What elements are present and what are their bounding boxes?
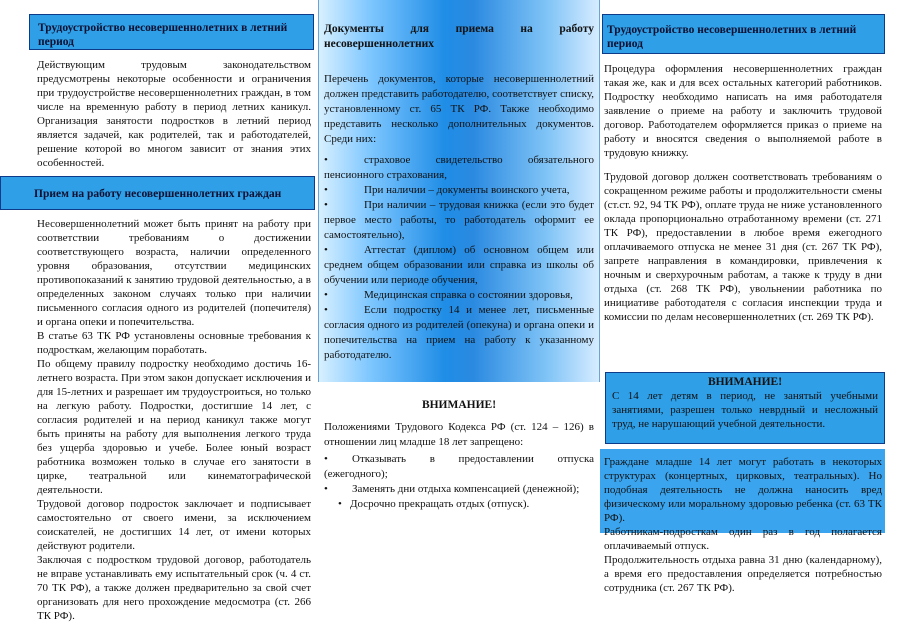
attention-intro: Положениями Трудового Кодекса РФ (ст. 124 – 126) в отношении лиц младше 18 лет запрещено: (324, 421, 594, 448)
section-header-text: Прием на работу несовершеннолетних граждан (34, 188, 282, 200)
documents-list (324, 153, 594, 363)
list-item: • При наличии – трудовая книжка (если это будет первое место работы, то работодатель оформит ее самостоятельно), (324, 199, 594, 241)
bullet-icon: • (324, 154, 328, 166)
attention-text: С 14 лет детям в период, не занятый учебными занятиями, разрешен только неврдный и несложный труд, не нарушающий учебной деятельности. (612, 390, 878, 430)
middle-column (318, 0, 600, 635)
list-item: • страховое свидетельство обязательного пенсионного страхования, (324, 154, 594, 181)
attention-title: ВНИМАНИЕ! (421, 399, 497, 411)
section-header-text: Трудоустройство несовершеннолетних в летний период (38, 22, 288, 48)
documents-header: Документы для приема на работу несовершеннолетних (324, 23, 594, 50)
bullet-icon: • (324, 483, 328, 495)
documents-intro: Перечень документов, которые несовершеннолетний должен представить работодателю, соответствует списку, установленному ст. 65 ТК РФ. Также необходимо представить несколько дополнительных документов. Среди них: (324, 73, 594, 145)
vacation-duration-paragraph: Продолжительность отдыха равна 31 дню (календарному), а время его предоставления определяется потребностью сотрудника (ст. 267 ТК РФ). (604, 554, 882, 594)
bullet-icon: • (338, 498, 342, 510)
prohibitions-list (324, 452, 594, 512)
attention-title: ВНИМАНИЕ! (707, 376, 783, 388)
probation-paragraph: Заключая с подростком трудовой договор, работодатель не вправе устанавливать ему испытательный срок (ч. 4 ст. 70 ТК РФ), а также должен предварительно за свой счет организовать для него прохождение медосмотра (ст. 266 ТК РФ). (37, 554, 311, 622)
list-item: • Заменять дни отдыха компенсацией (денежной); (324, 483, 580, 495)
contract-paragraph: Трудовой договор подросток заключает и подписывает самостоятельно от своего имени, за исключением соискателей, не достигших 14 лет, от имени которых действуют родители. (37, 498, 311, 552)
bullet-icon: • (324, 304, 328, 316)
list-item: • Досрочно прекращать отдых (отпуск). (338, 498, 530, 510)
section-header-summer-employment-2 (602, 14, 885, 54)
contract-requirements-paragraph: Трудовой договор должен соответствовать требованиям о сокращенном режиме работы и продолжительности смены (ст.ст. 92, 94 ТК РФ), оплате труда не ниже установленного оклада пропорционально отработанному времени (ст. 271 ТК РФ), предоставлении в любое время ежегодного оплачиваемого отпуска не менее 31 дня (ст. 267 ТК РФ), запрете направления в командировки, привлечения к ночным и сверхурочным работам, а также к труду в дни отдыха (ст. 268 ТК РФ), увольнении работника по инициативе работодателя с согласия инспекции труда и комиссии по делам несовершеннолетних (ст. 269 ТК РФ). (604, 171, 882, 323)
section-header-text: Трудоустройство несовершеннолетних в летний период (607, 24, 857, 50)
bullet-icon: • (324, 184, 328, 196)
hiring-paragraph: Несовершеннолетний может быть принят на работу при соответствии требованиям о достижении соответствующего возраста, наличии определенного уровня образования, отсутствии медицинских противопоказаний к занятию трудовой деятельностью, а в определенных законом случаях только при наличии письменного согласия одного из родителей (попечителя) и органа опеки и попечительства. (37, 218, 311, 328)
bullet-icon: • (324, 453, 328, 465)
list-item: • Если подростку 14 и менее лет, письменные согласия одного из родителей (опекуна) и органа опеки и попечительства на прием на работу к указанному работодателю. (324, 304, 594, 361)
age-rules-paragraph: По общему правилу подростку необходимо достичь 16-летнего возраста. При этом закон допускает исключения и для 15-летних и разрешает им трудоустроиться, но только на легкую работу. Подростки, достигшие 14 лет, с согласия родителей и на период каникул также могут быть приняты на работу для выполнения легкого труда без ущерба здоровью и учебе. Более юный возраст работника возможен только в случае его занятости в цирке, театральной или кинематографической деятельности. (37, 358, 311, 496)
list-item: • Медицинская справка о состоянии здоровья, (324, 289, 573, 301)
list-item: • Отказывать в предоставлении отпуска (ежегодного); (324, 453, 594, 480)
bullet-icon: • (324, 244, 328, 256)
bullet-icon: • (324, 289, 328, 301)
list-item: • При наличии – документы воинского учета, (324, 184, 570, 196)
article-63-paragraph: В статье 63 ТК РФ установлены основные требования к подросткам, желающим поработать. (37, 330, 311, 356)
procedure-paragraph: Процедура оформления несовершеннолетних граждан такая же, как и для всех остальных категорий работников. Подростку необходимо написать на имя работодателя заявление о приеме на работу и заключить трудовой договор. Работодателем оформляется приказ о приеме на работу и вносятся сведения о выполняемой работе в трудовую книжку. (604, 63, 882, 159)
section-header-hiring (0, 176, 315, 210)
vacation-paragraph: Работникам-подросткам один раз в год полагается оплачиваемый отпуск. (604, 526, 882, 552)
attention-box (605, 372, 885, 444)
section-header-summer-employment (29, 14, 314, 50)
intro-paragraph: Действующим трудовым законодательством предусмотрены некоторые особенности и ограничения при трудоустройстве несовершеннолетних граждан, в том числе на временную работу в период летних каникул. Организация занятости подростков в летний период является задачей, как родителей, так и работодателей, решение которой во многом зависит от знания этих особенностей. (37, 59, 311, 169)
under-14-paragraph: Граждане младше 14 лет могут работать в некоторых структурах (концертных, цирковых, театральных). Но подобная деятельность не должна наносить вред физическому или моральному здоровью ребенка (ст. 63 ТК РФ). (604, 456, 882, 524)
bullet-icon: • (324, 199, 328, 211)
list-item: • Аттестат (диплом) об основном общем или среднем общем образовании или справка из школы об обучении или периоде обучения, (324, 244, 594, 286)
